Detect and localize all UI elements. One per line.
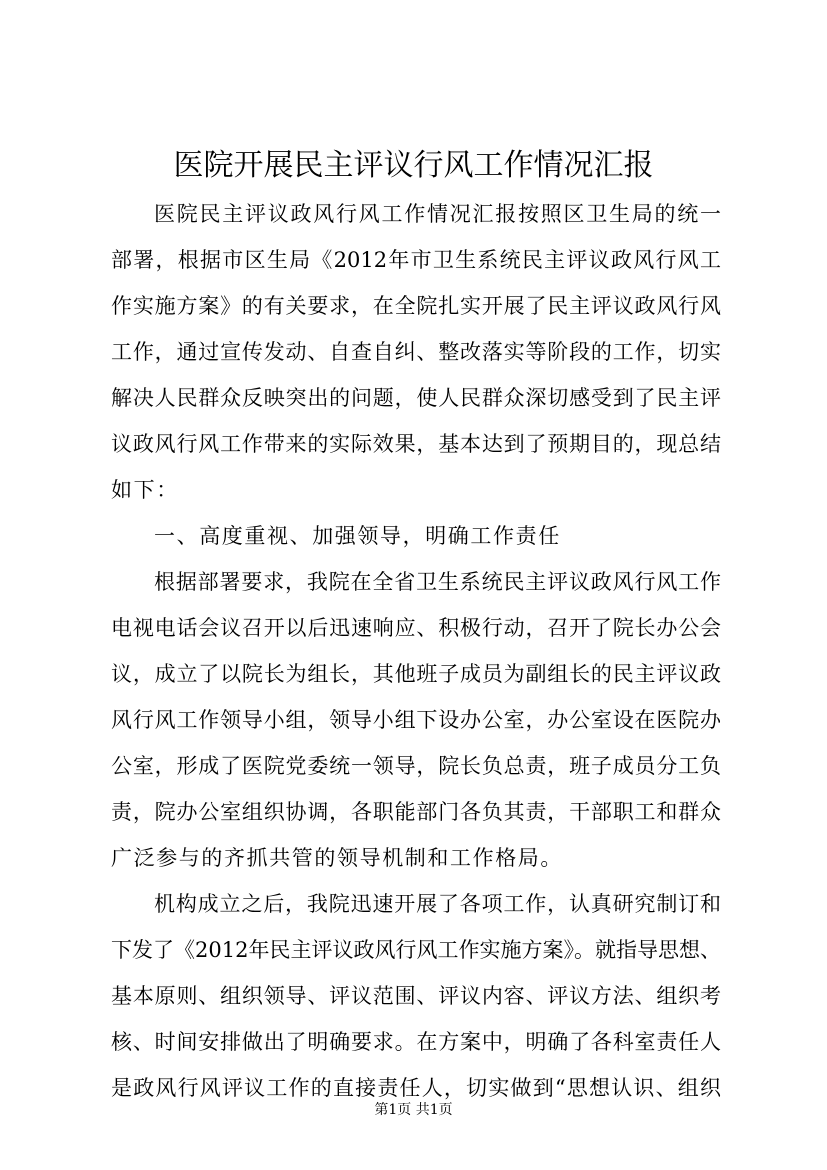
text-line: 电视电话会议召开以后迅速响应、积极行动，召开了院长办公会 (111, 616, 721, 640)
page-footer: 第1页 共1页 (374, 1102, 453, 1118)
text-line: 下发了《2012年民主评议政风行风工作实施方案》。就指导思想、 (111, 938, 721, 962)
text-line: 如下： (111, 478, 179, 502)
text-line: 议政风行风工作带来的实际效果，基本达到了预期目的，现总结 (111, 432, 721, 456)
document-title: 医院开展民主评议行风工作情况汇报 (173, 148, 654, 183)
text-line: 风行风工作领导小组，领导小组下设办公室，办公室设在医院办 (111, 708, 721, 732)
text-line: 根据部署要求，我院在全省卫生系统民主评议政风行风工作 (154, 570, 721, 594)
text-line: 部署，根据市区生局《2012年市卫生系统民主评议政风行风工 (111, 248, 721, 272)
section-heading: 一、高度重视、加强领导，明确工作责任 (154, 524, 561, 548)
text-line: 是政风行风评议工作的直接责任人，切实做到“思想认识、组织 (111, 1076, 721, 1100)
text-line: 工作，通过宣传发动、自查自纠、整改落实等阶段的工作，切实 (111, 340, 721, 364)
text-line: 机构成立之后，我院迅速开展了各项工作，认真研究制订和 (154, 892, 721, 916)
text-line: 解决人民群众反映突出的问题，使人民群众深切感受到了民主评 (111, 386, 721, 410)
text-line: 责，院办公室组织协调，各职能部门各负其责，干部职工和群众 (111, 800, 721, 824)
text-line: 核、时间安排做出了明确要求。在方案中，明确了各科室责任人 (111, 1030, 721, 1054)
text-line: 作实施方案》的有关要求，在全院扎实开展了民主评议政风行风 (111, 294, 721, 318)
text-line: 医院民主评议政风行风工作情况汇报按照区卫生局的统一 (154, 202, 721, 226)
text-line: 基本原则、组织领导、评议范围、评议内容、评议方法、组织考 (111, 984, 721, 1008)
document-body (111, 191, 721, 1111)
text-line: 广泛参与的齐抓共管的领导机制和工作格局。 (111, 846, 563, 870)
text-line: 公室，形成了医院党委统一领导，院长负总责，班子成员分工负 (111, 754, 721, 778)
text-line: 议，成立了以院长为组长，其他班子成员为副组长的民主评议政 (111, 662, 721, 686)
